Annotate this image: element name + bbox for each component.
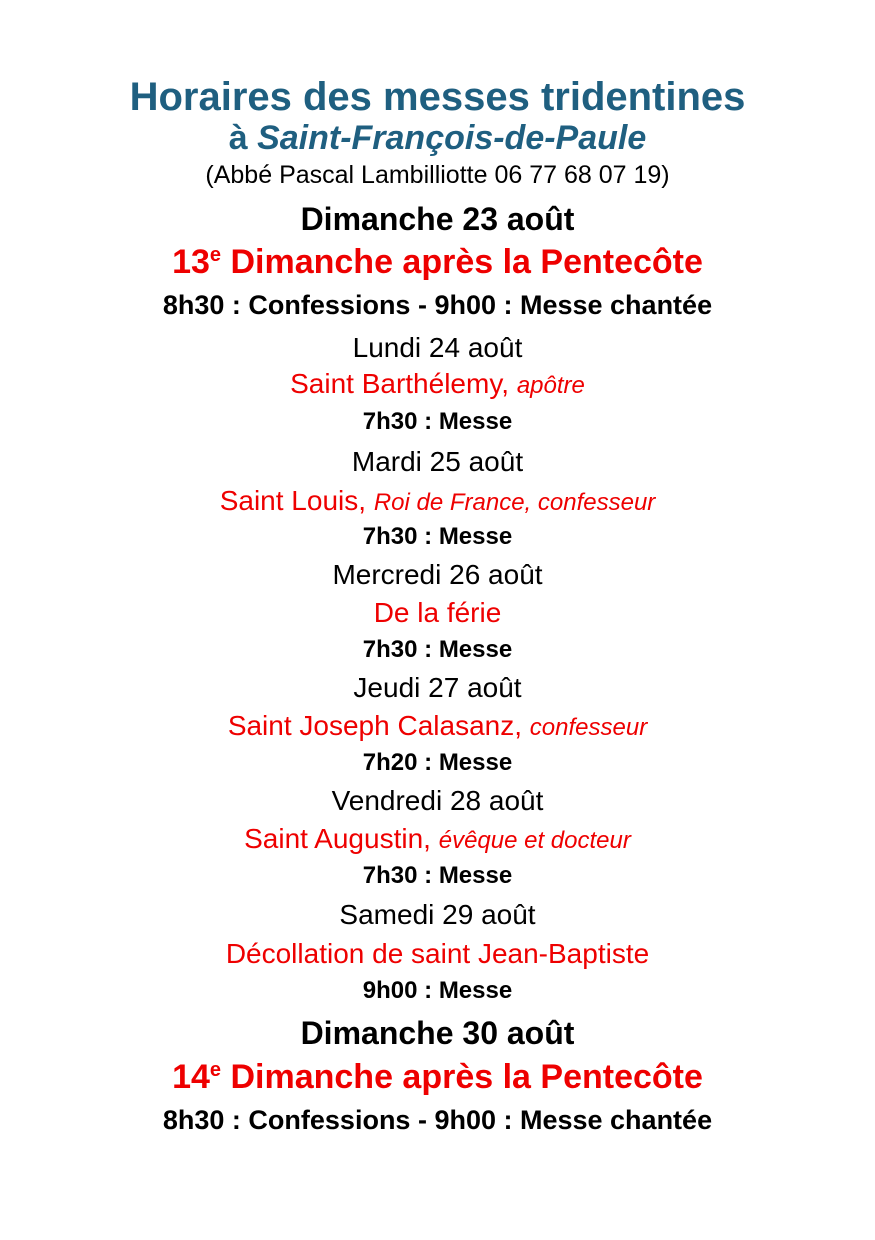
subtitle-place: Saint-François-de-Paule <box>257 119 647 157</box>
sunday-1-feast-number: 13 <box>172 243 210 281</box>
day-4-mass: 7h20 : Messe <box>362 749 513 776</box>
day-2-feast <box>0 487 875 515</box>
sunday-1-feast-sup: e <box>209 244 222 266</box>
day-5-feast-qualifier: évêque et docteur <box>438 827 631 854</box>
day-6-feast <box>0 940 875 968</box>
page-title: Horaires des messes tridentines <box>129 75 746 119</box>
sunday-2-feast-number: 14 <box>172 1058 210 1096</box>
subtitle-prefix: à <box>228 119 258 157</box>
sunday-2-date: Dimanche 30 août <box>300 1015 575 1051</box>
sunday-1-feast <box>0 245 875 279</box>
day-5-feast <box>0 825 875 853</box>
day-5-feast-name: Saint Augustin, <box>244 823 431 854</box>
day-3-feast <box>0 599 875 627</box>
sunday-2-feast-sup: e <box>209 1059 222 1081</box>
day-2-feast-qualifier: Roi de France, confesseur <box>373 489 656 516</box>
day-3-mass: 7h30 : Messe <box>362 636 513 663</box>
sunday-2-feast <box>0 1060 875 1094</box>
day-6-date: Samedi 29 août <box>339 899 536 930</box>
sunday-1-date: Dimanche 23 août <box>300 201 575 237</box>
sunday-2-schedule: 8h30 : Confessions - 9h00 : Messe chantée <box>162 1105 713 1135</box>
day-4-feast-name: Saint Joseph Calasanz, <box>227 710 522 741</box>
day-4-feast-qualifier: confesseur <box>529 714 648 741</box>
page-subtitle <box>0 121 875 155</box>
contact-line: (Abbé Pascal Lambilliotte 06 77 68 07 19) <box>205 161 670 189</box>
day-1-feast-name: Saint Barthélemy, <box>290 368 510 399</box>
day-6-mass: 9h00 : Messe <box>362 977 513 1004</box>
day-2-date: Mardi 25 août <box>351 446 524 477</box>
sunday-2-feast-rest: Dimanche après la Pentecôte <box>221 1058 703 1096</box>
day-3-date: Mercredi 26 août <box>332 559 543 590</box>
day-6-feast-name: Décollation de saint Jean-Baptiste <box>225 938 650 969</box>
day-4-feast <box>0 712 875 740</box>
sunday-1-schedule: 8h30 : Confessions - 9h00 : Messe chantée <box>162 290 713 320</box>
day-1-feast-qualifier: apôtre <box>516 372 585 399</box>
sunday-1-feast-rest: Dimanche après la Pentecôte <box>221 243 703 281</box>
day-3-feast-name: De la férie <box>373 597 502 628</box>
day-1-feast <box>0 370 875 398</box>
day-5-mass: 7h30 : Messe <box>362 862 513 889</box>
day-2-feast-name: Saint Louis, <box>219 485 367 516</box>
day-1-mass: 7h30 : Messe <box>362 408 513 435</box>
day-5-date: Vendredi 28 août <box>331 785 544 816</box>
day-2-mass: 7h30 : Messe <box>362 523 513 550</box>
day-4-date: Jeudi 27 août <box>353 672 522 703</box>
day-1-date: Lundi 24 août <box>352 332 523 363</box>
